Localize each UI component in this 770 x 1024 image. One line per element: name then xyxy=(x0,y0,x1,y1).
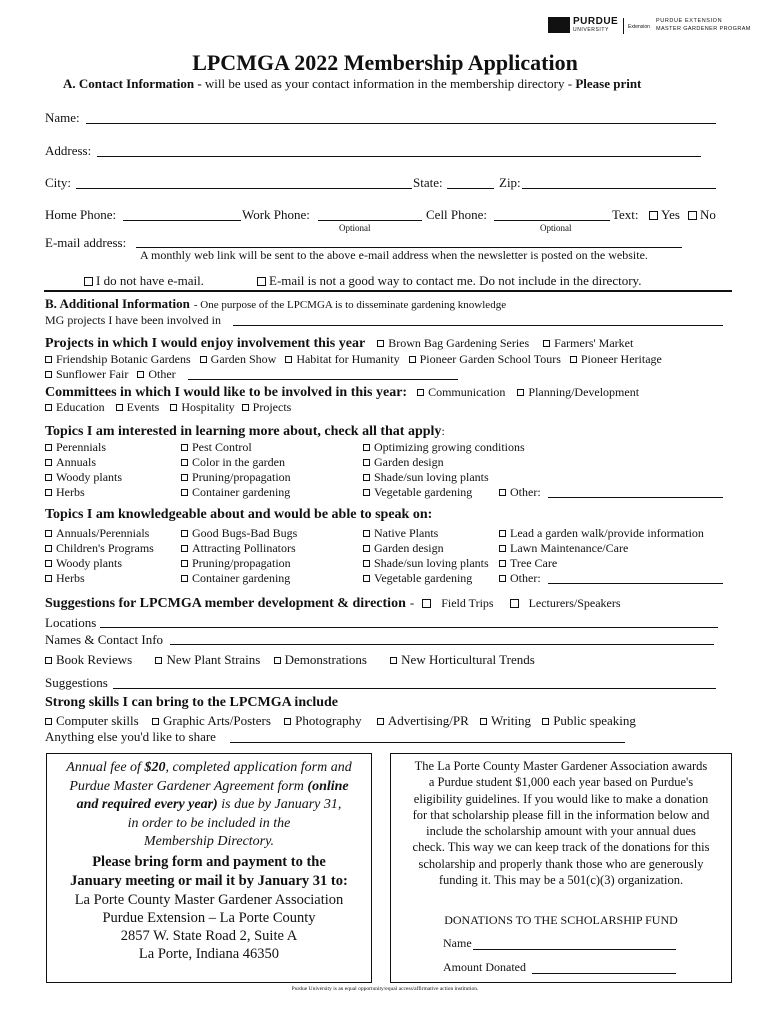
state-label: State: xyxy=(413,175,443,190)
project-checkbox[interactable] xyxy=(409,356,416,363)
topic-label: Perennials xyxy=(56,440,106,454)
project-label: Garden Show xyxy=(210,352,277,366)
topics-learn-heading-line xyxy=(45,422,445,440)
projects-row-3 xyxy=(45,367,176,382)
committee-checkbox[interactable] xyxy=(170,404,177,411)
mg-projects-field[interactable] xyxy=(233,325,723,326)
speak-label: Vegetable gardening xyxy=(374,571,473,585)
skill-checkbox[interactable] xyxy=(480,718,487,725)
topics-learn-col1 xyxy=(45,440,122,500)
fee-address-4: La Porte, Indiana 46350 xyxy=(138,945,280,962)
topic-checkbox[interactable] xyxy=(45,459,52,466)
project-label: Other xyxy=(148,367,176,381)
speak-checkbox[interactable] xyxy=(499,560,506,567)
speak-option[interactable] xyxy=(363,571,489,586)
speak-checkbox[interactable] xyxy=(363,530,370,537)
lecturers-label: Lecturers/Speakers xyxy=(528,596,621,610)
speak-option[interactable] xyxy=(363,556,489,571)
name-label: Name: xyxy=(45,110,80,125)
fee-bold-text: (online xyxy=(307,778,349,794)
speak-label: Woody plants xyxy=(56,556,123,570)
logo-program-line1: PURDUE EXTENSION xyxy=(656,18,723,24)
speak-checkbox[interactable] xyxy=(181,560,188,567)
topics-learn-other-field[interactable] xyxy=(548,497,723,498)
field-trips-checkbox[interactable] xyxy=(422,599,431,608)
skills-heading: Strong skills I can bring to the LPCMGA include xyxy=(45,695,339,710)
donation-heading: DONATIONS TO THE SCHOLARSHIP FUND xyxy=(444,913,678,927)
project-checkbox[interactable] xyxy=(570,356,577,363)
home-phone-label: Home Phone: xyxy=(45,207,117,222)
project-option[interactable] xyxy=(285,352,399,366)
page-title: LPCMGA 2022 Membership Application xyxy=(192,50,578,75)
skill-option[interactable] xyxy=(152,713,271,728)
work-phone-optional: Optional xyxy=(339,223,371,233)
suggestion-label: New Horticultural Trends xyxy=(401,652,535,667)
suggestion-checkbox[interactable] xyxy=(155,657,162,664)
project-label: Farmers' Market xyxy=(554,336,634,350)
donation-line: a Purdue student $1,000 each year based on Purdue's xyxy=(428,775,694,790)
topic-checkbox[interactable] xyxy=(181,444,188,451)
text-no-label: No xyxy=(700,207,716,222)
work-phone-label: Work Phone: xyxy=(242,207,310,222)
fee-amount: $20 xyxy=(144,760,166,775)
project-option[interactable] xyxy=(45,367,128,381)
skills-options-row xyxy=(45,713,636,729)
cell-phone-label: Cell Phone: xyxy=(426,207,488,222)
topic-checkbox[interactable] xyxy=(363,444,370,451)
committee-checkbox[interactable] xyxy=(116,404,123,411)
projects-heading-line xyxy=(45,334,633,352)
committee-label: Hospitality xyxy=(181,400,235,414)
section-divider xyxy=(44,290,732,292)
speak-option[interactable] xyxy=(499,541,704,556)
suggestion-checkbox[interactable] xyxy=(45,657,52,664)
fee-text: , completed application form and xyxy=(165,760,352,775)
purdue-p-icon xyxy=(548,17,570,33)
skill-label: Graphic Arts/Posters xyxy=(162,713,271,728)
speak-option[interactable] xyxy=(181,556,297,571)
topic-label: Optimizing growing conditions xyxy=(374,440,525,454)
project-checkbox[interactable] xyxy=(285,356,292,363)
cell-phone-field[interactable] xyxy=(494,220,610,221)
topic-checkbox[interactable] xyxy=(181,489,188,496)
logo-divider xyxy=(623,18,624,34)
speak-option[interactable] xyxy=(499,556,704,571)
donation-name-field[interactable] xyxy=(473,949,676,950)
speak-checkbox[interactable] xyxy=(181,530,188,537)
logo-university: UNIVERSITY xyxy=(573,27,610,33)
fee-line-3 xyxy=(47,796,371,815)
suggestion-option[interactable] xyxy=(390,652,535,667)
name-field[interactable] xyxy=(86,123,716,124)
project-option[interactable] xyxy=(137,367,175,381)
home-phone-field[interactable] xyxy=(123,220,241,221)
topic-label: Shade/sun loving plants xyxy=(374,470,489,484)
suggestion-option[interactable] xyxy=(45,652,132,667)
speak-option[interactable] xyxy=(181,526,297,541)
project-option[interactable] xyxy=(200,352,277,366)
topic-checkbox[interactable] xyxy=(45,489,52,496)
topic-option[interactable] xyxy=(45,470,122,485)
skill-checkbox[interactable] xyxy=(45,718,52,725)
text-yes-label: Yes xyxy=(661,207,680,222)
topic-option[interactable] xyxy=(181,455,291,470)
committees-heading: Committees in which I would like to be involved in this year: xyxy=(45,385,408,400)
address-label: Address: xyxy=(45,143,92,158)
topic-checkbox[interactable] xyxy=(45,444,52,451)
project-option[interactable] xyxy=(377,336,529,350)
skill-option[interactable] xyxy=(377,713,469,728)
suggestions-heading: Suggestions for LPCMGA member development & direction xyxy=(45,596,406,611)
topics-speak-col1 xyxy=(45,526,154,586)
address-field[interactable] xyxy=(97,156,701,157)
skill-checkbox[interactable] xyxy=(377,718,384,725)
fee-address-3: 2857 W. State Road 2, Suite A xyxy=(120,927,298,944)
text-label: Text: xyxy=(612,207,639,222)
fee-bring-line-1: Please bring form and payment to the xyxy=(92,853,326,870)
locations-field[interactable] xyxy=(100,627,718,628)
donation-line: include the scholarship amount with your annual dues xyxy=(426,824,696,839)
topics-speak-col2 xyxy=(181,526,297,586)
topic-checkbox[interactable] xyxy=(363,459,370,466)
committee-option[interactable] xyxy=(170,400,234,414)
topic-option[interactable] xyxy=(181,440,291,455)
city-label: City: xyxy=(45,175,72,190)
speak-checkbox[interactable] xyxy=(363,560,370,567)
speak-label: Good Bugs-Bad Bugs xyxy=(192,526,298,540)
donation-amount-label: Amount Donated xyxy=(443,960,526,974)
donation-line: check. This way we can keep track of the donations for this xyxy=(412,840,710,855)
project-other-field[interactable] xyxy=(188,379,458,380)
email-not-good-checkbox[interactable] xyxy=(257,277,266,286)
project-label: Friendship Botanic Gardens xyxy=(56,352,191,366)
suggestion-label: New Plant Strains xyxy=(166,652,261,667)
donation-line: scholarship and properly thank those who are generously xyxy=(418,856,704,871)
logo-purdue: PURDUE xyxy=(573,16,619,27)
topic-checkbox[interactable] xyxy=(45,474,52,481)
committee-option[interactable] xyxy=(417,385,505,399)
text-no-option[interactable] xyxy=(688,207,716,223)
donation-amount-field[interactable] xyxy=(532,973,676,974)
donation-box xyxy=(390,753,732,983)
fee-text: Annual fee of xyxy=(66,760,145,775)
suggestions-label: Suggestions xyxy=(45,675,108,690)
section-a-heading-line xyxy=(63,76,641,92)
committee-checkbox[interactable] xyxy=(45,404,52,411)
speak-option[interactable] xyxy=(45,556,154,571)
fee-text: is due by January 31, xyxy=(217,797,342,812)
speak-label: Container gardening xyxy=(192,571,291,585)
donation-line: The La Porte County Master Gardener Association awards xyxy=(414,759,708,773)
topic-checkbox[interactable] xyxy=(363,489,370,496)
skill-label: Public speaking xyxy=(553,713,636,728)
fee-address-1: La Porte County Master Gardener Association xyxy=(74,891,344,908)
topic-label: Herbs xyxy=(56,485,85,499)
suggestion-option[interactable] xyxy=(155,652,260,667)
topic-option[interactable] xyxy=(363,455,525,470)
speak-option[interactable] xyxy=(181,541,297,556)
speak-label: Tree Care xyxy=(510,556,558,570)
fee-line-5: Membership Directory. xyxy=(143,834,275,849)
committee-label: Projects xyxy=(252,400,292,414)
committee-option[interactable] xyxy=(116,400,160,414)
section-b-desc: - One purpose of the LPCMGA is to disseminate gardening knowledge xyxy=(193,299,507,311)
speak-option[interactable] xyxy=(45,541,154,556)
donation-line: eligibility guidelines. If you would like to make a donation xyxy=(413,791,709,806)
skill-checkbox[interactable] xyxy=(152,718,159,725)
names-contact-label: Names & Contact Info xyxy=(45,632,164,647)
skill-checkbox[interactable] xyxy=(284,718,291,725)
project-checkbox[interactable] xyxy=(377,340,384,347)
project-checkbox[interactable] xyxy=(137,371,144,378)
section-a-emphasis: Please print xyxy=(575,76,642,91)
topic-other-label: Other: xyxy=(510,485,541,499)
fee-address-2: Purdue Extension – La Porte County xyxy=(102,909,316,926)
field-trips-option[interactable] xyxy=(422,596,493,610)
speak-option[interactable] xyxy=(45,571,154,586)
topic-option[interactable] xyxy=(45,455,122,470)
committee-option[interactable] xyxy=(517,385,639,399)
project-option[interactable] xyxy=(45,352,191,366)
zip-field[interactable] xyxy=(522,188,716,189)
topic-label: Pest Control xyxy=(192,440,252,454)
suggestion-checkbox[interactable] xyxy=(274,657,281,664)
anything-else-label: Anything else you'd like to share xyxy=(45,729,216,744)
committee-label: Planning/Development xyxy=(528,385,640,399)
topic-label: Vegetable gardening xyxy=(374,485,473,499)
speak-checkbox[interactable] xyxy=(181,545,188,552)
suggestion-checkbox[interactable] xyxy=(390,657,397,664)
suggestions-heading-line xyxy=(45,594,621,612)
skill-label: Photography xyxy=(295,713,362,728)
section-b-heading-line xyxy=(45,295,506,313)
fee-bring-line-2: January meeting or mail it by January 31 to: xyxy=(70,872,348,889)
lecturers-option[interactable] xyxy=(510,596,621,610)
speak-checkbox[interactable] xyxy=(45,545,52,552)
skill-option[interactable] xyxy=(480,713,531,728)
committees-row-2 xyxy=(45,400,291,415)
work-phone-field[interactable] xyxy=(318,220,422,221)
topic-option[interactable] xyxy=(181,485,291,500)
fee-line-1 xyxy=(47,759,371,778)
project-checkbox[interactable] xyxy=(45,371,52,378)
speak-checkbox[interactable] xyxy=(363,575,370,582)
city-field[interactable] xyxy=(76,188,412,189)
cell-phone-optional: Optional xyxy=(540,223,572,233)
fee-line-2 xyxy=(47,778,371,797)
no-email-label: I do not have e-mail. xyxy=(96,273,204,288)
topic-checkbox[interactable] xyxy=(181,474,188,481)
topic-label: Color in the garden xyxy=(192,455,285,469)
committees-heading-line xyxy=(45,383,639,401)
speak-label: Annuals/Perennials xyxy=(56,526,150,540)
speak-label: Attracting Pollinators xyxy=(192,541,296,555)
topic-option[interactable] xyxy=(363,470,525,485)
topics-speak-heading: Topics I am knowledgeable about and would be able to speak on: xyxy=(45,507,433,522)
topic-label: Container gardening xyxy=(192,485,291,499)
speak-checkbox[interactable] xyxy=(499,545,506,552)
projects-row-2 xyxy=(45,352,662,367)
committee-label: Communication xyxy=(428,385,506,399)
speak-option[interactable] xyxy=(363,526,489,541)
no-email-option[interactable] xyxy=(84,273,204,289)
project-option[interactable] xyxy=(409,352,561,366)
speak-checkbox[interactable] xyxy=(181,575,188,582)
mg-projects-label: MG projects I have been involved in xyxy=(45,313,221,327)
topic-option[interactable] xyxy=(363,440,525,455)
text-no-checkbox[interactable] xyxy=(688,211,697,220)
speak-checkbox[interactable] xyxy=(499,575,506,582)
section-b-heading: B. Additional Information xyxy=(45,296,190,311)
state-field[interactable] xyxy=(447,188,494,189)
project-label: Pioneer Heritage xyxy=(580,352,662,366)
speak-label: Children's Programs xyxy=(56,541,154,555)
email-note: A monthly web link will be sent to the above e-mail address when the newsletter is posted on the website. xyxy=(140,248,648,262)
text-yes-checkbox[interactable] xyxy=(649,211,658,220)
committee-option[interactable] xyxy=(242,400,292,414)
topic-option[interactable] xyxy=(181,470,291,485)
committee-option[interactable] xyxy=(45,400,105,414)
suggestion-label: Demonstrations xyxy=(284,652,367,667)
committee-checkbox[interactable] xyxy=(242,404,249,411)
skill-label: Advertising/PR xyxy=(387,713,469,728)
email-not-good-option[interactable] xyxy=(257,273,641,289)
field-trips-label: Field Trips xyxy=(441,596,494,610)
topic-checkbox[interactable] xyxy=(363,474,370,481)
suggestions-field[interactable] xyxy=(113,688,716,689)
project-label: Pioneer Garden School Tours xyxy=(419,352,561,366)
skill-option[interactable] xyxy=(542,713,636,728)
speak-label: Lawn Maintenance/Care xyxy=(510,541,629,555)
project-checkbox[interactable] xyxy=(200,356,207,363)
fee-box xyxy=(46,753,372,983)
committee-label: Events xyxy=(126,400,160,414)
no-email-checkbox[interactable] xyxy=(84,277,93,286)
topics-learn-colon: : xyxy=(441,424,445,438)
speak-checkbox[interactable] xyxy=(45,530,52,537)
project-label: Brown Bag Gardening Series xyxy=(388,336,530,350)
project-checkbox[interactable] xyxy=(543,340,550,347)
speak-option[interactable] xyxy=(181,571,297,586)
email-label: E-mail address: xyxy=(45,235,127,250)
suggestion-options-row xyxy=(45,652,535,668)
topics-speak-other-field[interactable] xyxy=(548,583,723,584)
suggestions-dash: - xyxy=(409,595,415,610)
speak-option[interactable] xyxy=(45,526,154,541)
committee-checkbox[interactable] xyxy=(517,389,524,396)
section-a-desc: will be used as your contact information in the membership directory - xyxy=(204,76,573,91)
footer-text: Purdue University is an equal opportunity/equal access/affirmative action institution. xyxy=(291,986,479,992)
project-label: Sunflower Fair xyxy=(56,367,129,381)
skill-label: Computer skills xyxy=(56,713,139,728)
lecturers-checkbox[interactable] xyxy=(510,599,519,608)
project-option[interactable] xyxy=(543,336,633,350)
locations-label: Locations xyxy=(45,615,97,630)
fee-text: Purdue Master Gardener Agreement form xyxy=(69,778,308,794)
anything-else-field[interactable] xyxy=(230,742,625,743)
topics-speak-col3 xyxy=(363,526,489,586)
topic-option[interactable] xyxy=(45,440,122,455)
speak-label: Herbs xyxy=(56,571,85,585)
project-checkbox[interactable] xyxy=(45,356,52,363)
speak-checkbox[interactable] xyxy=(45,560,52,567)
suggestion-option[interactable] xyxy=(274,652,367,667)
skill-option[interactable] xyxy=(45,713,139,728)
topic-option[interactable] xyxy=(45,485,122,500)
topics-speak-col4 xyxy=(499,526,704,586)
speak-label: Pruning/propagation xyxy=(192,556,291,570)
committee-checkbox[interactable] xyxy=(417,389,424,396)
skill-option[interactable] xyxy=(284,713,361,728)
speak-label: Other: xyxy=(510,571,541,585)
topic-label: Woody plants xyxy=(56,470,123,484)
section-a-heading: A. Contact Information - xyxy=(63,76,202,91)
speak-option[interactable] xyxy=(499,526,704,541)
skill-checkbox[interactable] xyxy=(542,718,549,725)
topic-label: Garden design xyxy=(374,455,444,469)
project-label: Habitat for Humanity xyxy=(296,352,400,366)
committee-label: Education xyxy=(56,400,105,414)
speak-label: Garden design xyxy=(374,541,444,555)
speak-label: Native Plants xyxy=(374,526,439,540)
fee-bold-text: and required every year) xyxy=(76,797,218,812)
donation-name-label: Name xyxy=(443,936,472,950)
topic-label: Annuals xyxy=(56,455,96,469)
zip-label: Zip: xyxy=(499,175,521,190)
fee-line-4: in order to be included in the xyxy=(127,815,291,831)
topic-checkbox[interactable] xyxy=(499,489,506,496)
skill-label: Writing xyxy=(491,713,531,728)
logo-extension: Extension xyxy=(628,24,650,30)
topics-learn-heading: Topics I am interested in learning more about, check all that apply xyxy=(45,424,442,439)
names-contact-field[interactable] xyxy=(170,644,714,645)
topic-checkbox[interactable] xyxy=(181,459,188,466)
topic-label: Pruning/propagation xyxy=(192,470,291,484)
topics-learn-other[interactable] xyxy=(499,485,541,500)
speak-option[interactable] xyxy=(363,541,489,556)
speak-checkbox[interactable] xyxy=(45,575,52,582)
logo-program-line2: MASTER GARDENER PROGRAM xyxy=(656,26,751,32)
text-yes-option[interactable] xyxy=(649,207,680,223)
donation-line: for that scholarship please fill in the information below and xyxy=(412,807,710,822)
speak-label: Shade/sun loving plants xyxy=(374,556,489,570)
speak-checkbox[interactable] xyxy=(499,530,506,537)
speak-label: Lead a garden walk/provide information xyxy=(510,526,704,540)
email-not-good-label: E-mail is not a good way to contact me. Do not include in the directory. xyxy=(269,273,642,288)
suggestion-label: Book Reviews xyxy=(56,652,133,667)
projects-heading: Projects in which I would enjoy involvement this year xyxy=(45,336,366,351)
topics-learn-col2 xyxy=(181,440,291,500)
project-option[interactable] xyxy=(570,352,662,366)
speak-checkbox[interactable] xyxy=(363,545,370,552)
donation-line: funding it. This may be a 501(c)(3) organization. xyxy=(438,873,684,888)
